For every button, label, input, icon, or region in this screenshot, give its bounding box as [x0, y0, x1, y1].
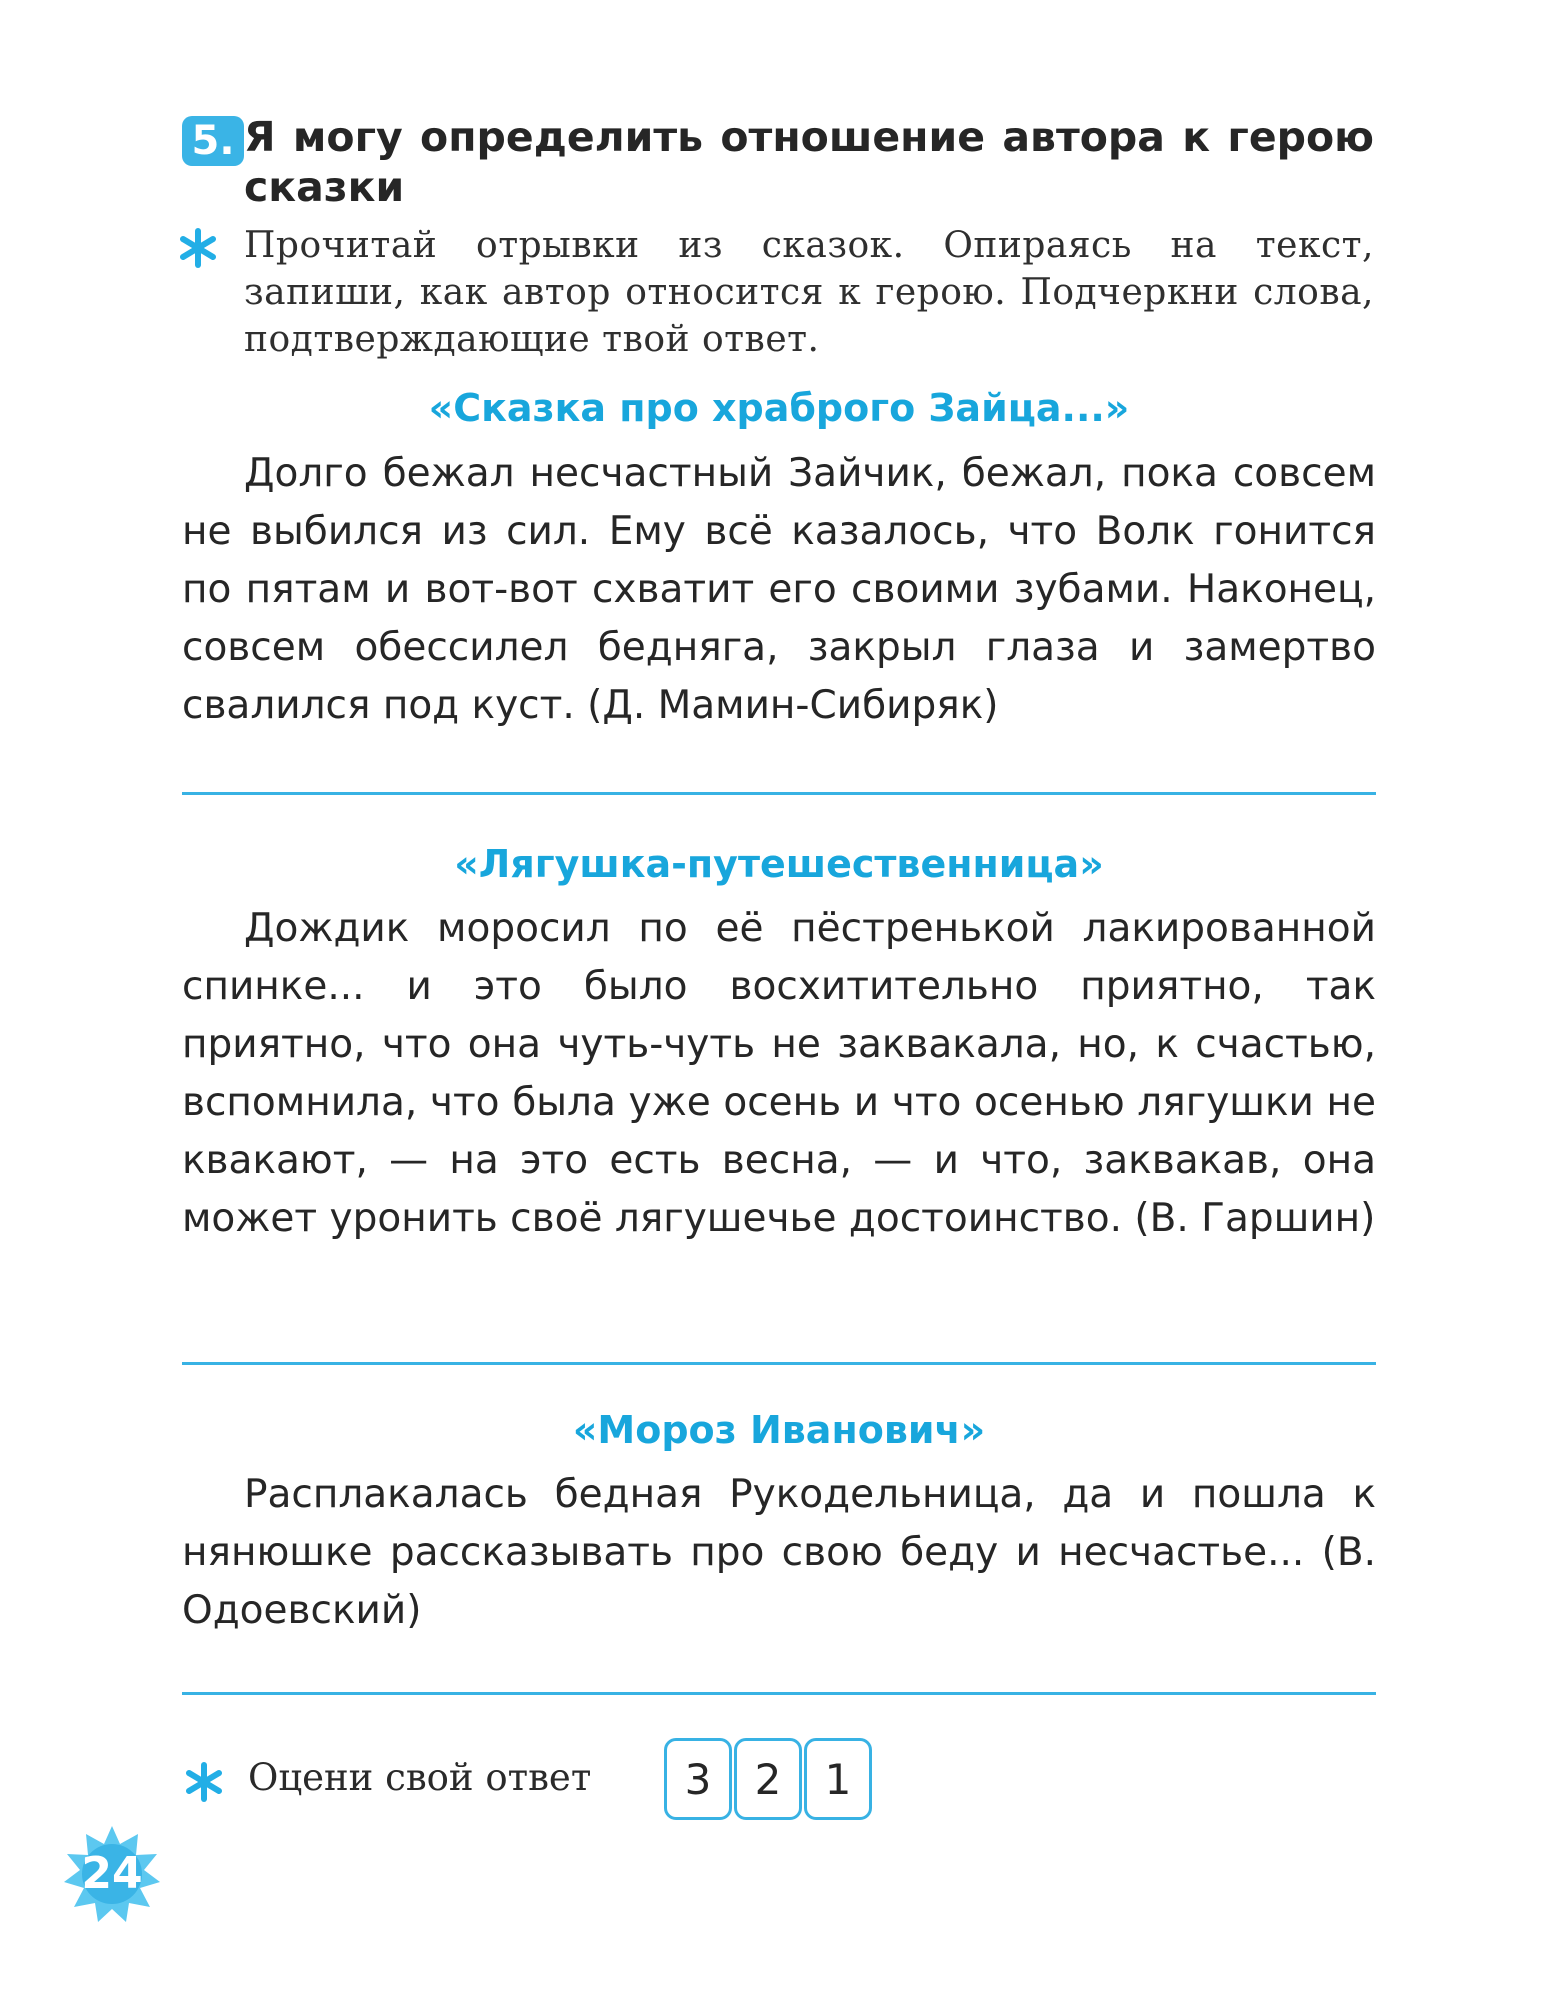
story-title: «Мороз Иванович» [572, 1408, 986, 1452]
score-3-box[interactable]: 3 [664, 1738, 732, 1820]
score-1-box[interactable]: 1 [804, 1738, 872, 1820]
story-title: «Сказка про храброго Зайца...» [428, 386, 1130, 430]
story-text: Дождик моросил по её пёстренькой лакированной спинке... и это было восхитительно приятно, так приятно, что она чуть-чуть не заквакала, но, к счастью, вспомнила, что была уже осень и что осенью лягушки не квакают, — на это есть весна, — и что, заквакав, она может уронить своё лягушечье достоинство. (В. Гаршин) [182, 906, 1376, 1241]
task-title: Я могу определить отношение автора к герою сказки [244, 113, 1374, 211]
task-number-badge [182, 116, 244, 166]
story-text: Долго бежал несчастный Зайчик, бежал, пока совсем не выбился из сил. Ему всё казалось, что Волк гонится по пятам и вот-вот схватит его своими зубами. Наконец, совсем обессилел бедняга, закрыл глаза и замертво свалился под куст. (Д. Мамин-Сибиряк) [182, 451, 1376, 728]
story-text: Расплакалась бедная Рукодельница, да и пошла к нянюшке рассказывать про свою беду и несчастье... (В. Одоевский) [182, 1472, 1376, 1633]
score-2-box[interactable]: 2 [734, 1738, 802, 1820]
star-icon [184, 1762, 224, 1802]
page-number: 24 [81, 1848, 143, 1899]
answer-line[interactable] [182, 1692, 1376, 1695]
self-assessment-label: Оцени свой ответ [248, 1756, 592, 1799]
task-instruction: Прочитай отрывки из сказок. Опираясь на текст, запиши, как автор относится к герою. Подчеркни слова, подтверждающие твой ответ. [244, 225, 1374, 360]
story-title: «Лягушка-путешественница» [454, 842, 1104, 886]
star-icon [178, 228, 218, 268]
answer-line[interactable] [182, 1362, 1376, 1365]
answer-line[interactable] [182, 792, 1376, 795]
task-number: 5. [191, 118, 235, 164]
